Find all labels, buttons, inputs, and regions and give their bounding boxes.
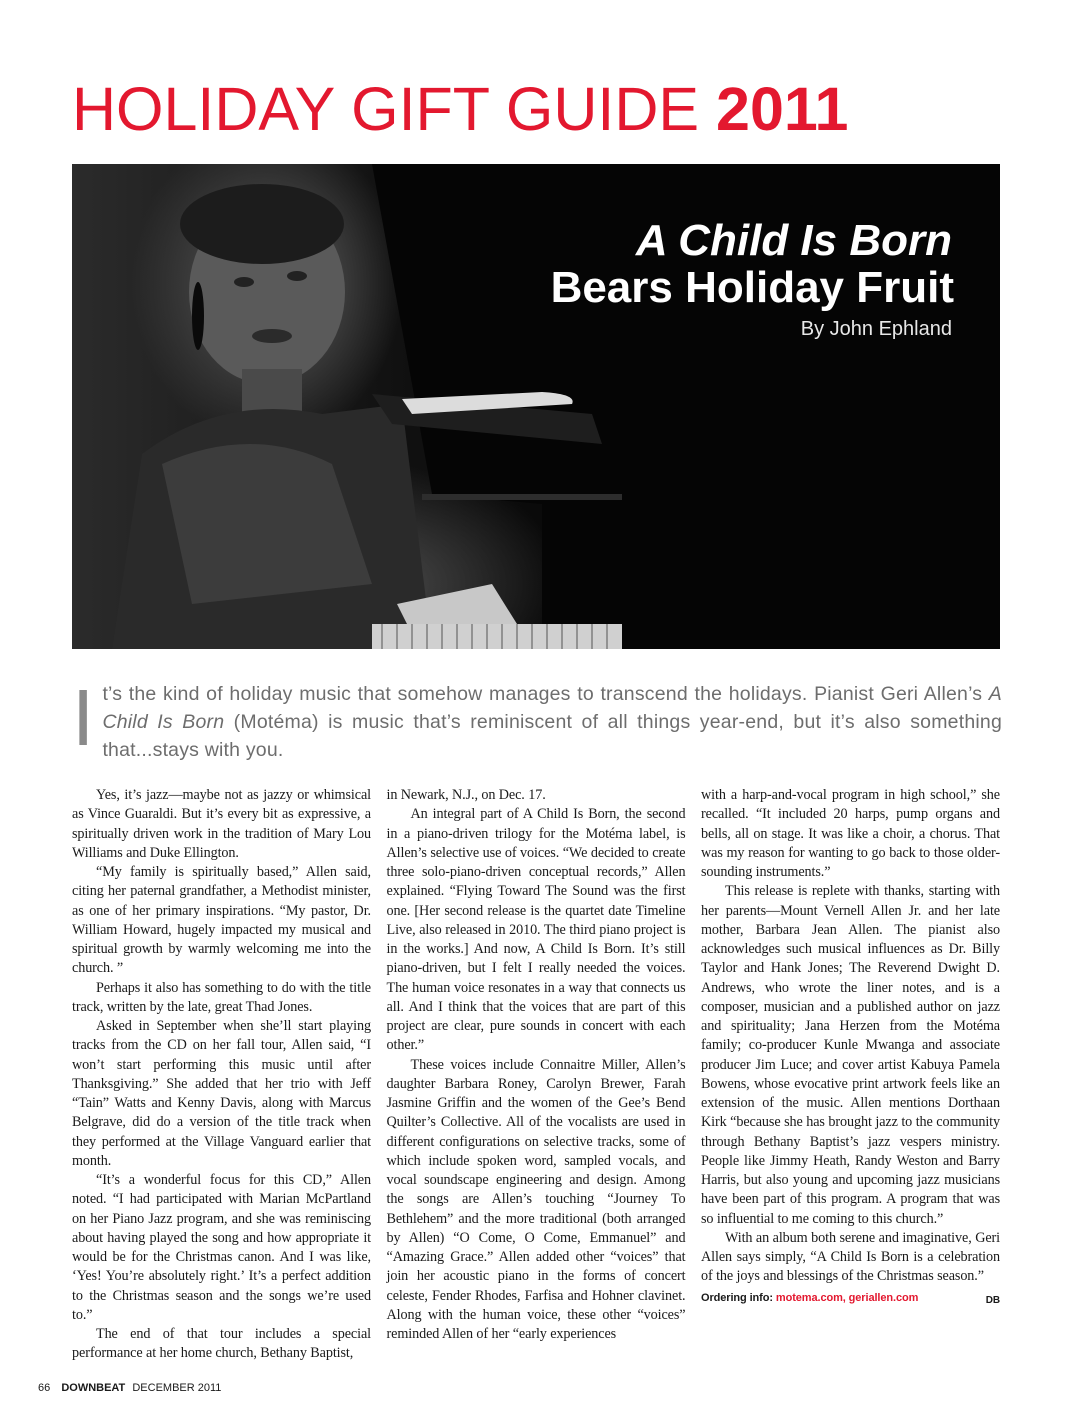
drop-cap: I (72, 673, 95, 762)
closing-text: With an album both serene and imaginative, Geri Allen says simply, “A Child Is Born is a celebration of the joys and blessings of the Christmas season.” (701, 1229, 1000, 1285)
issue-date: DECEMBER 2011 (132, 1382, 222, 1394)
headline-title: A Child Is Born (635, 216, 952, 265)
ordering-label: Ordering info: (701, 1291, 773, 1304)
end-signature: DB (985, 1294, 1000, 1306)
page-footer (38, 1382, 221, 1394)
body-paragraph: The end of that tour includes a special performance at her home church, Bethany Baptist, (72, 1326, 371, 1362)
body-paragraph: “It’s a wonderful focus for this CD,” Allen noted. “I had participated with Marian McPartland on her Piano Jazz program, and she was reminiscing about having played the song and how appropriate it would be for the Christmas canon. And I was like, ‘Yes! You’re absolutely right.’ It’s a perfect addition to the Christmas season and the songs we’re used to.” (72, 1172, 371, 1323)
section-title-year: 2011 (716, 75, 849, 143)
portrait-eye-right (287, 271, 307, 281)
portrait-earring (192, 282, 204, 350)
page-number: 66 (38, 1382, 51, 1394)
body-paragraph: Perhaps it also has something to do with the title track, written by the late, great Thad Jones. (72, 979, 371, 1015)
article-column-2 (387, 786, 686, 1376)
hero-photo (72, 164, 1000, 649)
piano-fallboard (422, 494, 622, 500)
article-column-1 (72, 786, 371, 1376)
body-paragraph: This release is replete with thanks, starting with her parents—Mount Vernell Allen Jr. and her late mother, Barbara Jean Allen. The pianist also acknowledges such musical influences as Dr. Billy Taylor and Hank Jones; The Reverend Dwight D. Andrews, who wrote the liner notes, and is a composer, musician and a published author on jazz and spirituality; Jana Herzen from the Motéma family; co-producer Kunle Mwanga and associate producer Jim Luce; and cover artist Kabuya Pamela Bowens, whose evocative print artwork feels like an extension of the music. Allen mentions Dorthaan Kirk “because she has brought jazz to the community through Bethany Baptist’s jazz vespers ministry. People like Jimmy Heath, Randy Weston and Barry Harris, but also young and upcoming jazz musicians have been part of this program. A program that was so influential to me coming to this church.” (701, 883, 1000, 1227)
body-paragraph: Yes, it’s jazz—maybe not as jazzy or whimsical as Vince Guaraldi. But it’s every bit as expressive, a spiritually driven work in the tradition of Mary Lou Williams and Duke Ellington. (72, 787, 371, 861)
body-paragraph: in Newark, N.J., on Dec. 17. (386, 787, 546, 803)
lede-paragraph (72, 673, 1002, 764)
byline: By John Ephland (800, 318, 952, 340)
portrait-hair (180, 184, 344, 264)
section-title (72, 74, 1002, 144)
piano-keys (372, 624, 622, 649)
ordering-info (701, 1289, 1000, 1307)
ordering-links[interactable]: motema.com, geriallen.com (775, 1291, 919, 1304)
body-paragraph: Asked in September when she’ll start playing tracks from the CD on her fall tour, Allen said, “I won’t start performing this music until after Thanksgiving.” She added that her trio with Jeff “Tain” Watts and Kenny Davis, along with Marcus Belgrave, did do a version of the title track when they performed at the Village Vanguard earlier that month. (72, 1018, 371, 1169)
body-paragraph: “My family is spiritually based,” Allen said, citing her paternal grandfather, a Methodist minister, as one of her primary inspirations. “My pastor, Dr. William Howard, hugely impacted my musical and spiritual growth by warmly welcoming me into the church. ” (72, 864, 371, 977)
magazine-name: DOWNBEAT (61, 1382, 126, 1394)
portrait-mouth (252, 329, 292, 343)
article-body (72, 786, 1000, 1376)
article-column-3 (701, 786, 1000, 1376)
lede-text-1: t’s the kind of holiday music that somehow manages to transcend the holidays. Pianist Geri Allen’s (102, 683, 989, 705)
portrait-eye-left (234, 277, 254, 287)
lede-album-title: A Child Is Born (102, 683, 1002, 733)
section-title-text: HOLIDAY GIFT GUIDE (72, 75, 700, 143)
headline-subtitle: Bears Holiday Fruit (550, 263, 954, 312)
body-paragraph: An integral part of A Child Is Born, the second in a piano-driven trilogy for the Motéma label, is Allen’s selective use of voices. “We decided to create three solo-piano-driven conceptual records,” Allen explained. “Flying Toward The Sound was the first one. [Her second release is the quartet date Timeline Live, also released in 2010. The third piano project is in the works.] And now, A Child Is Born. It’s still piano-driven, but I felt I really needed the voices. The human voice resonates in a way that connects us all. And I think that the voices that are part of this project are clear, pure sounds in concert with each other.” (386, 806, 686, 1054)
body-paragraph: with a harp-and-vocal program in high school,” she recalled. “It included 20 harps, pump organs and bells, all on stage. It was like a choir, a chorus. That was my reason for wanting to go back to those older-sounding instruments.” (701, 787, 1000, 880)
body-paragraph: These voices include Connaitre Miller, Allen’s daughter Barbara Roney, Carolyn Brewer, Farah Jasmine Griffin and the women of the Gee’s Bend Quilter’s Collective. All of the vocalists are used in different configurations on selective tracks, some of which include spoken word, sampled vocals, and vocal soundscape engineering and design. Among the songs are Allen’s touching “Journey To Bethlehem” and the more traditional (both arranged by Allen) “O Come, O Come, Emmanuel” and “Amazing Grace.” Allen added other “voices” that join her acoustic piano in the forms of concert celeste, Fender Rhodes, Farfisa and Hohner clavinet. Along with the human voice, these other “voices” reminded Allen of her “early experiences (386, 1056, 686, 1342)
lede-text-2: (Motéma) is music that’s reminiscent of all things year-end, but it’s also something that...stays with you. (102, 711, 1002, 761)
